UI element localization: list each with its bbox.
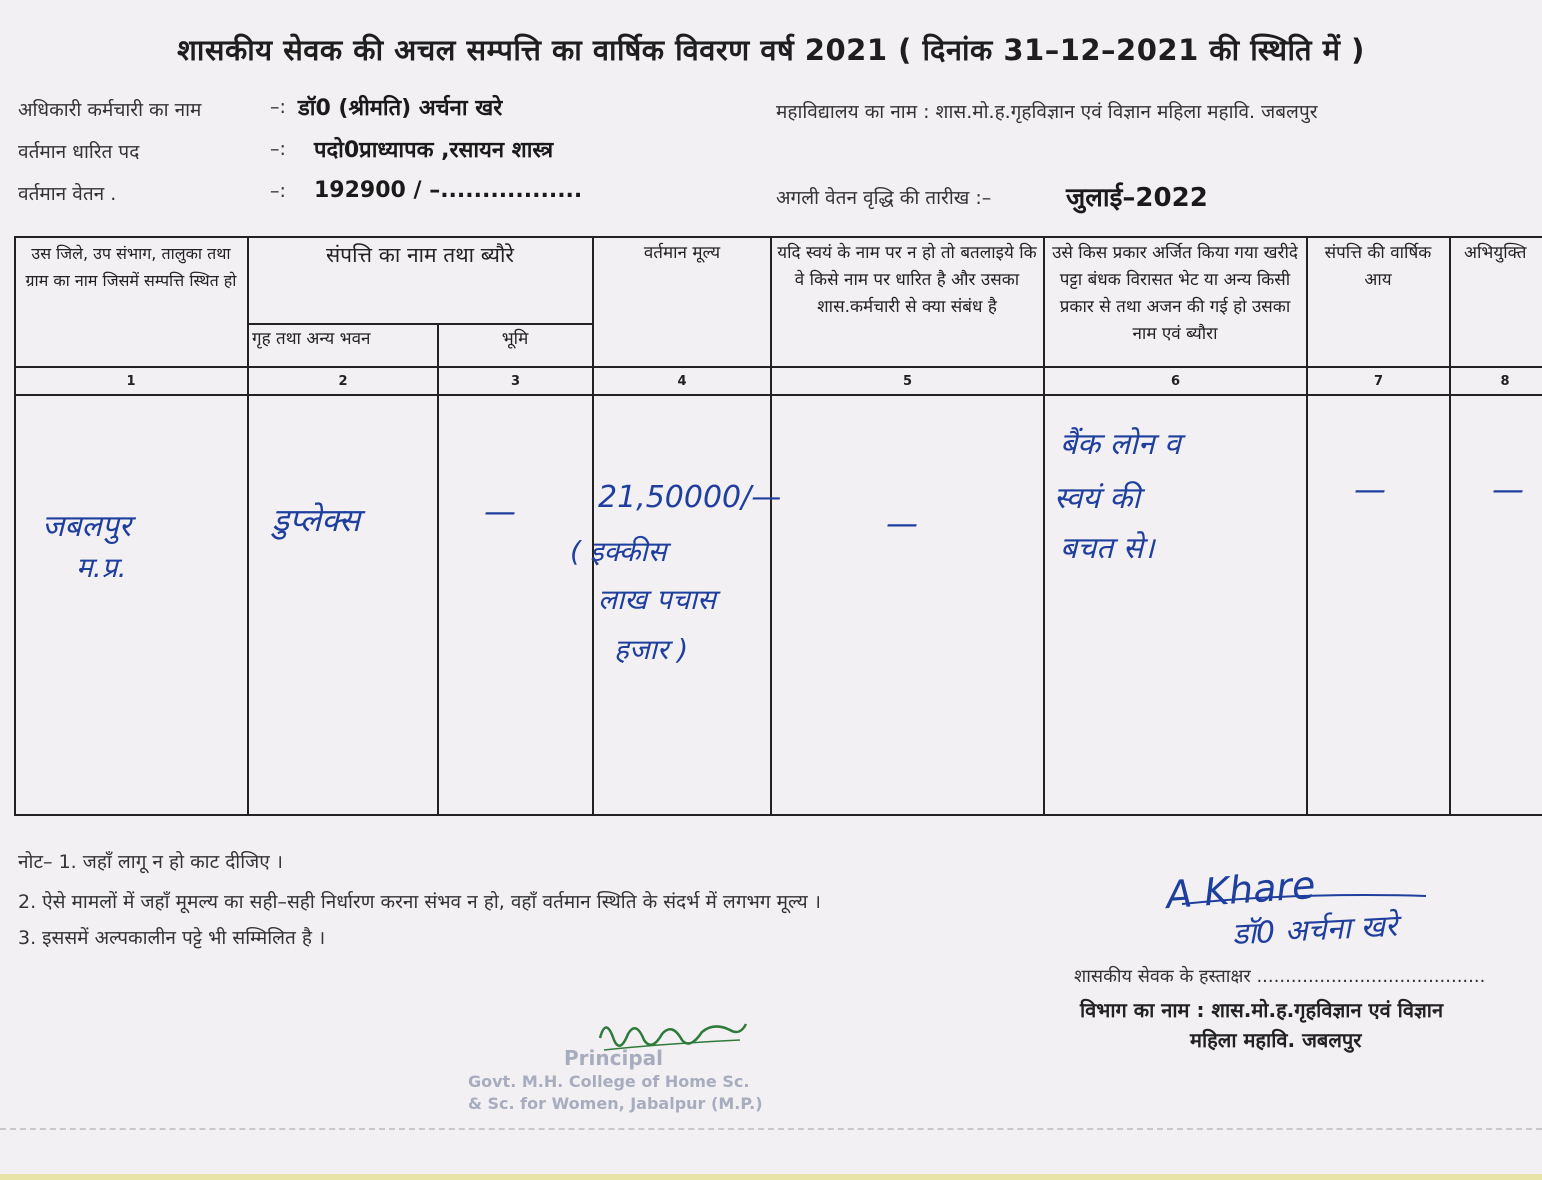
note-2: 2. ऐसे मामलों में जहाँ मूमल्य का सही–सही निर्धारण करना संभव न हो, वहाँ वर्तमान स्थिति के संदर्भ में लगभग मूल्य । <box>18 891 821 913</box>
col-number-1: 1 <box>126 374 136 389</box>
document-title: शासकीय सेवक की अचल सम्पत्ति का वार्षिक विवरण वर्ष 2021 ( दिनांक 31–12–2021 की स्थिति में ) <box>177 33 1365 67</box>
col-number-3: 3 <box>510 374 521 389</box>
cell-annual-income: — <box>1354 470 1386 508</box>
col-border-6 <box>1306 236 1308 816</box>
note-3: 3. इससमें अल्पकालीन पट्टे भी सम्मिलित है । <box>18 927 326 949</box>
col-number-4: 4 <box>677 374 687 389</box>
department-line1: विभाग का नाम : शास.मो.ह.गृहविज्ञान एवं विज्ञान <box>1080 998 1444 1022</box>
header-bottom-border <box>14 366 1542 368</box>
post-label: वर्तमान धारित पद <box>18 141 140 163</box>
header-annual-income: संपत्ति की वार्षिक आय <box>1324 243 1432 290</box>
increment-label: अगली वेतन वृद्धि की तारीख :– <box>776 187 992 209</box>
department-line2: महिला महावि. जबलपुर <box>1190 1028 1362 1052</box>
cell-holder: — <box>886 504 918 542</box>
cell-acquisition-line1: बैंक लोन व <box>1060 427 1181 462</box>
cell-location-line1: जबलपुर <box>42 509 132 544</box>
stamp-principal: Principal <box>564 1046 663 1070</box>
cell-remarks: — <box>1492 470 1524 508</box>
signature-label: शासकीय सेवक के हस्ताक्षर ........................................ <box>1074 966 1486 987</box>
salary-value: 192900 / –................. <box>314 178 583 203</box>
header-location: उस जिले, उप संभाग, तालुका तथा ग्राम का नाम जिसमें सम्पत्ति स्थित हो <box>25 244 237 290</box>
cell-value-line4: हजार ) <box>614 633 689 666</box>
cell-value-line3: लाख पचास <box>598 583 716 616</box>
col-border-0 <box>14 236 16 816</box>
col-border-3 <box>592 236 594 816</box>
col-border-5 <box>1043 236 1045 816</box>
stamp-college-line1: Govt. M.H. College of Home Sc. <box>468 1072 750 1091</box>
col-border-2 <box>437 323 439 816</box>
col-number-8: 8 <box>1500 374 1510 389</box>
cell-value-line1: 21,50000/— <box>598 480 782 515</box>
officer-signature-name: डॉ0 अर्चना खरे <box>1231 908 1399 953</box>
cell-building: डुप्लेक्स <box>272 501 361 539</box>
officer-name-value: डॉ0 (श्रीमति) अर्चना खरे <box>298 96 503 121</box>
post-sep: –: <box>270 138 286 160</box>
col-number-5: 5 <box>902 374 913 389</box>
salary-label: वर्तमान वेतन . <box>18 183 117 205</box>
salary-sep: –: <box>270 180 286 202</box>
header-holder: यदि स्वयं के नाम पर न हो तो बतलाइये कि वे किसे नाम पर धारित है और उसका शास.कर्मचारी से क्या संबंध है <box>777 243 1037 317</box>
officer-name-sep: –: <box>270 96 286 118</box>
col-border-1 <box>247 236 249 816</box>
col-number-6: 6 <box>1170 374 1181 389</box>
cell-location-line2: म.प्र. <box>76 551 127 584</box>
header-acquisition: उसे किस प्रकार अर्जित किया गया खरीदे पट्टा बंधक विरासत भेट या अन्य किसी प्रकार से तथा अजन की गई हो उसका नाम एवं ब्यौरा <box>1052 243 1298 344</box>
col-border-7 <box>1449 236 1451 816</box>
cell-land: — <box>484 492 516 530</box>
cell-acquisition-line2: स्वयं की <box>1054 481 1141 516</box>
officer-name-label: अधिकारी कर्मचारी का नाम <box>18 99 202 121</box>
header-property-group: संपत्ति का नाम तथा ब्यौरे <box>325 243 515 267</box>
increment-value: जुलाई–2022 <box>1066 183 1208 213</box>
cell-value-line2: ( इक्कीस <box>570 535 667 568</box>
post-value: पदो0प्राध्यापक ,रसायन शास्त्र <box>314 138 554 163</box>
header-building: गृह तथा अन्य भवन <box>252 329 371 349</box>
header-remarks: अभियुक्ति <box>1464 243 1527 263</box>
number-row-border <box>14 394 1542 396</box>
col-number-7: 7 <box>1373 374 1384 389</box>
header-current-value: वर्तमान मूल्य <box>643 243 721 263</box>
subheader-divider <box>248 323 592 325</box>
property-table <box>14 236 1542 816</box>
scan-edge-line <box>0 1128 1542 1131</box>
table-bottom-border <box>14 814 1542 816</box>
scan-bottom-strip <box>0 1174 1542 1180</box>
officer-signature-scribble: A Khare <box>1164 862 1317 918</box>
cell-acquisition-line3: बचत से। <box>1060 531 1155 566</box>
header-land: भूमि <box>501 329 529 349</box>
stamp-college-line2: & Sc. for Women, Jabalpur (M.P.) <box>468 1094 763 1113</box>
table-top-border <box>14 236 1542 238</box>
col-number-2: 2 <box>338 374 348 389</box>
college-label: महाविद्यालय का नाम : शास.मो.ह.गृहविज्ञान एवं विज्ञान महिला महावि. जबलपुर <box>776 101 1318 123</box>
col-border-4 <box>770 236 772 816</box>
note-1: नोट– 1. जहाँ लागू न हो काट दीजिए । <box>18 851 283 873</box>
